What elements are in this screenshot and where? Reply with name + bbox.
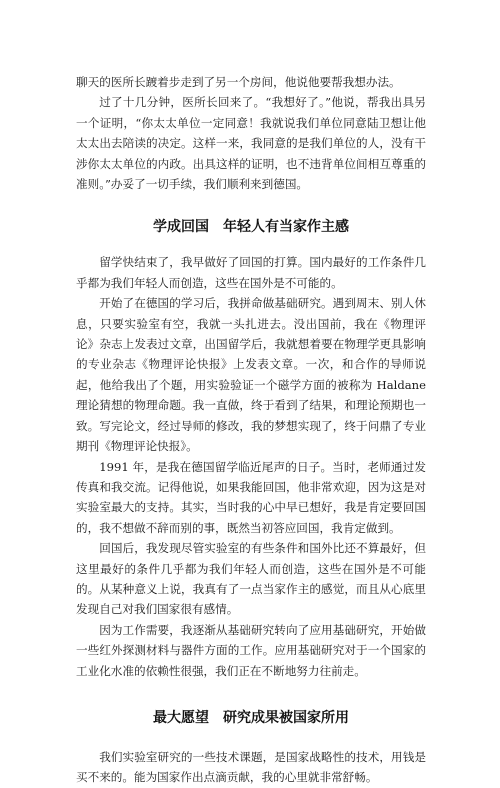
paragraph: 1991 年，是我在德国留学临近尾声的日子。当时，老师通过发传真和我交流。记得他说，如果我能回国，他非常欢迎，因为这是对实验室最大的支持。其实，当时我的心中早已想好，我是肯定要回国的，我不想做不辞而别的事，既然当初答应回国，我肯定做到。 bbox=[76, 459, 426, 535]
section-heading: 学成回国 年轻人有当家作主感 bbox=[153, 219, 349, 236]
paragraph: 开始了在德国的学习后，我拼命做基础研究。遇到周末、别人休息，只要实验室有空，我就一头扎进去。没出国前，我在《物理评论》杂志上发表过文章，出国留学后，我就想着要在物理学更具影响的专业杂志《物理评论快报》上发表文章。一次，和合作的导师说起，他给我出了个题，用实验验证一个磁学方面的被称为 Haldane 理论猜想的物理命题。我一直做，终于看到了结果，和理论预期也一致。写完论文，经过导师的修改，我的梦想实现了，终于问鼎了专业期刊《物理评论快报》。 bbox=[76, 296, 426, 454]
paragraph: 因为工作需要，我逐渐从基础研究转向了应用基础研究，开始做一些红外探测材料与器件方面的工作。应用基础研究对于一个国家的工业化水准的依赖性很强，我们正在不断地努力往前走。 bbox=[76, 622, 426, 678]
paragraph: 聊天的医所长踱着步走到了另一个房间，他说他要帮我想办法。 bbox=[76, 75, 401, 89]
paragraph: 过了十几分钟，医所长回来了。“我想好了。”他说，帮我出具另一个证明，“你太太单位一定同意！我就说我们单位同意陆卫想让他太太出去陪读的决定。这样一来，我同意的是我们单位的人，没有干涉你太太单位的内政。出具这样的证明，也不违背单位间相互尊重的准则。”办妥了一切手续，我们顺利来到德国。 bbox=[76, 95, 426, 192]
paragraph: 留学快结束了，我早做好了回国的打算。国内最好的工作条件几乎都为我们年轻人而创造，这些在国外是不可能的。 bbox=[76, 255, 426, 290]
section-heading: 最大愿望 研究成果被国家所用 bbox=[153, 709, 349, 726]
paragraph: 回国后，我发现尽管实验室的有些条件和国外比还不算最好，但这里最好的条件几乎都为我们年轻人而创造，这些在国外是不可能的。从某种意义上说，我真有了一点当家作主的感觉，而且从心底里发现自己对我们国家很有感情。 bbox=[76, 541, 426, 617]
paragraph: 我们实验室研究的一些技术课题，是国家战略性的技术，用钱是买不来的。能为国家作出点滴贡献，我的心里就非常舒畅。 bbox=[76, 749, 426, 785]
